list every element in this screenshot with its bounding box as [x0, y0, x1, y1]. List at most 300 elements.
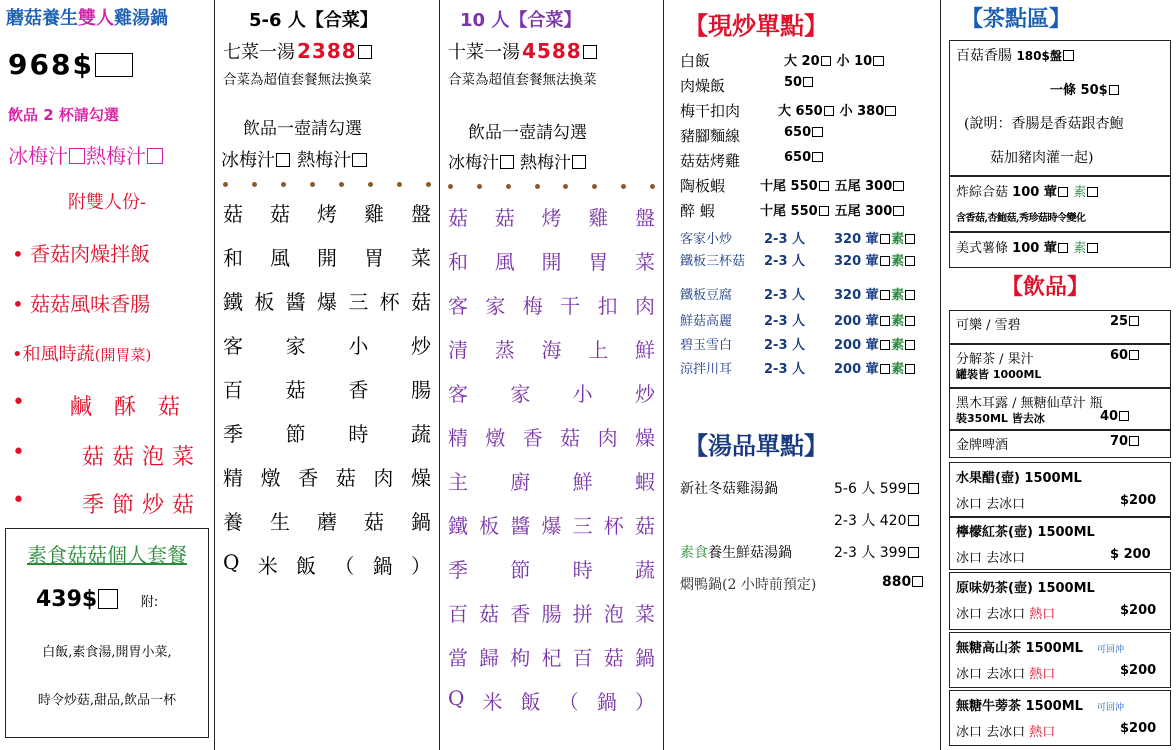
dish-char: 菇	[270, 202, 290, 226]
dish-char: 杯	[603, 514, 624, 538]
price-text: 25	[1110, 314, 1129, 329]
checkbox[interactable]	[880, 316, 890, 326]
checkbox[interactable]	[1129, 436, 1139, 446]
checkbox[interactable]	[824, 106, 834, 116]
dish-char: 盤	[411, 202, 431, 226]
dish-item	[223, 374, 431, 403]
price-text: 320 葷	[834, 288, 879, 303]
divider	[950, 231, 1170, 233]
checkbox[interactable]	[95, 53, 133, 77]
stir-fry-item	[680, 284, 936, 303]
price-text: 五尾 300	[830, 204, 893, 219]
dish-char: 枸	[510, 646, 531, 670]
price-text: 320 葷	[834, 232, 879, 247]
dish-item	[448, 422, 655, 451]
dish-char: 鍋	[596, 690, 617, 714]
checkbox[interactable]	[583, 45, 597, 59]
checkbox[interactable]	[912, 576, 923, 587]
stir-fry-people: 2-3 人	[764, 338, 806, 353]
dish-char: 季	[448, 558, 468, 582]
dish-char: 腸	[410, 378, 431, 402]
dish-item	[223, 550, 431, 579]
stir-fry-people: 2-3 人	[764, 362, 806, 377]
dish-char: 開	[541, 250, 562, 274]
dish-char: 燥	[410, 466, 431, 490]
dish-item	[223, 198, 431, 227]
checkbox[interactable]	[1109, 85, 1119, 95]
dish-char: 杞	[541, 646, 562, 670]
veg-set-desc: 時令炒菇,甜品,飲品一杯	[37, 693, 177, 708]
dish-item	[448, 378, 655, 407]
stir-fry-name: 鐵板豆腐	[680, 288, 733, 303]
stir-fry-name: 陶板蝦	[680, 177, 726, 195]
dish-char: 拼	[572, 602, 593, 626]
drink-name: 黑木耳露 / 無糖仙草汁 瓶	[956, 396, 1103, 411]
dish-item	[223, 506, 431, 535]
dish-char: 菇	[479, 602, 500, 626]
dish-char: 季	[223, 422, 243, 446]
price-text: 50	[784, 75, 803, 90]
checkbox[interactable]	[500, 155, 514, 169]
price-text: 小 10	[832, 54, 873, 69]
stir-fry-name: 鮮菇高麗	[680, 314, 733, 329]
price-text: 200 葷	[834, 338, 879, 353]
stir-fry-item	[680, 200, 936, 221]
col1-extras-title: 附雙人份-	[67, 192, 147, 213]
price-text: 十尾 550	[760, 204, 818, 219]
drink-title: 【飲品】	[1001, 274, 1090, 300]
col2-header: 5-6 人【合菜】	[249, 10, 378, 31]
drink-name: 可樂 / 雪碧	[956, 318, 1021, 333]
veg-label: 素	[891, 232, 905, 247]
dish-char: 烤	[317, 202, 337, 226]
checkbox[interactable]	[812, 152, 822, 162]
pot-item	[949, 462, 1171, 518]
dish-char: 家	[510, 382, 531, 406]
checkbox[interactable]	[908, 547, 919, 558]
dish-char: （	[558, 690, 579, 714]
checkbox[interactable]	[572, 155, 586, 169]
dish-char: 菇	[335, 466, 356, 490]
snack-box	[949, 40, 1171, 268]
dish-char: 胃	[364, 246, 384, 270]
veg-set-title: 素食菇菇個人套餐	[27, 543, 187, 567]
pot-price: $200	[1120, 721, 1157, 736]
dish-item	[448, 246, 655, 275]
price-text: 60	[1110, 348, 1129, 363]
col3-header: 10 人【合菜】	[460, 10, 582, 31]
dish-char: 干	[560, 294, 581, 318]
pot-hot: 熱口	[1025, 607, 1056, 622]
dish-char: Q	[448, 686, 465, 710]
checkbox[interactable]	[147, 148, 163, 164]
dish-char: 梅	[522, 294, 543, 318]
dish-char: 養	[223, 510, 243, 534]
price-text: 小 380	[835, 104, 885, 119]
pot-name-text: 無糖高山茶 1500ML	[956, 641, 1083, 656]
pot-tag: 可回沖	[1096, 703, 1124, 713]
dish-char: 菇	[494, 206, 515, 230]
dish-item	[448, 598, 655, 627]
dish-char: 菇	[603, 646, 624, 670]
checkbox[interactable]	[819, 206, 829, 216]
pot-price: $200	[1120, 663, 1157, 678]
veg-label: 素	[891, 338, 905, 353]
dish-char: 開	[317, 246, 337, 270]
tea-snack-column	[941, 0, 1176, 750]
pot-item	[949, 632, 1171, 688]
price-text: 十尾 550	[760, 179, 818, 194]
dish-char: 雞	[364, 202, 384, 226]
stir-fry-people: 2-3 人	[764, 232, 806, 247]
drink-sub: 裝350ML 皆去冰	[956, 412, 1045, 425]
soup-item: 燜鴨鍋(2 小時前預定) 880	[680, 574, 934, 594]
dish-char: 米	[257, 554, 278, 578]
dish-char: 上	[588, 338, 609, 362]
dish-char: 家	[485, 294, 506, 318]
dish-char: 菇	[285, 378, 306, 402]
dish-char: 百	[223, 378, 243, 402]
col3-set-price: 十菜一湯 4588	[448, 38, 663, 64]
checkbox[interactable]	[880, 256, 890, 266]
dish-char: 菇	[448, 206, 468, 230]
dish-char: 米	[482, 690, 503, 714]
dish-item	[448, 466, 655, 495]
pot-name-text: 原味奶茶(壺) 1500ML	[956, 581, 1095, 596]
stir-fry-name: 鐵板三杯菇	[680, 254, 746, 269]
dish-char: 百	[572, 646, 593, 670]
stir-fry-price	[834, 334, 916, 353]
soup-item: 新社冬菇雞湯鍋 5-6 人 599	[680, 478, 934, 498]
pot-item	[949, 690, 1171, 746]
dish-char: 燉	[485, 426, 506, 450]
dish-item	[448, 554, 655, 583]
dish-char: 精	[448, 426, 468, 450]
dish-char: 時	[348, 422, 369, 446]
dish-char: 海	[541, 338, 562, 362]
dish-item	[223, 418, 431, 447]
checkbox[interactable]	[1058, 243, 1068, 253]
drink-price	[1110, 348, 1170, 363]
pot-name-text: 無糖牛蒡茶 1500ML	[956, 699, 1083, 714]
dish-item	[223, 286, 431, 315]
stir-fry-item	[680, 250, 936, 269]
set-menu-10-column	[440, 0, 663, 750]
checkbox[interactable]	[1063, 50, 1074, 61]
dish-char: 鮮	[635, 338, 655, 362]
pot-name	[956, 521, 1170, 540]
dish-char: 菜	[635, 250, 655, 274]
dish-char: Q	[223, 550, 240, 574]
dish-item	[223, 462, 431, 491]
checkbox[interactable]	[905, 340, 915, 350]
snack-note: 含香菇,杏鮑菇,秀珍菇時令變化	[956, 213, 1086, 224]
col3-note: 合菜為超值套餐無法換菜	[448, 72, 597, 88]
dish-char: 蒸	[494, 338, 515, 362]
drink-item	[949, 344, 1171, 388]
col1-extra-item: • 季節炒菇	[12, 488, 202, 518]
dish-char: 盤	[635, 206, 655, 230]
dish-item	[223, 330, 431, 359]
dish-char: 風	[494, 250, 515, 274]
dish-char: 鍋	[372, 554, 393, 578]
veg-set-box	[5, 528, 209, 738]
stir-fry-name: 梅干扣肉	[680, 102, 741, 120]
pot-hot: 熱口	[1025, 667, 1056, 682]
stir-fry-name: 白飯	[680, 52, 711, 70]
col1-drinks-note: 飲品 2 杯請勾選	[8, 106, 119, 124]
pot-item	[949, 572, 1171, 630]
checkbox[interactable]	[1129, 316, 1139, 326]
drink-item	[949, 430, 1171, 458]
dish-char: 時	[572, 558, 593, 582]
dish-char: ）	[634, 690, 655, 714]
stir-fry-price	[784, 50, 885, 69]
dish-char: 胃	[588, 250, 609, 274]
snack-single-price: 一條 50$	[1050, 79, 1170, 98]
pot-opts: 冰口 去冰口	[956, 725, 1026, 740]
dish-char: 爆	[316, 290, 337, 314]
checkbox[interactable]	[905, 290, 915, 300]
checkbox[interactable]	[819, 181, 829, 191]
dish-item	[448, 202, 655, 231]
checkbox[interactable]	[880, 340, 890, 350]
dish-char: 菇	[560, 426, 581, 450]
checkbox[interactable]	[803, 77, 813, 87]
price-text: 650	[784, 150, 812, 165]
dish-char: 飯	[296, 554, 317, 578]
stir-fry-people: 2-3 人	[764, 254, 806, 269]
stir-fry-people: 2-3 人	[764, 288, 806, 303]
checkbox[interactable]	[908, 483, 919, 494]
snack-item: 百菇香腸 180$盤	[956, 45, 1170, 65]
dish-char: 雞	[588, 206, 609, 230]
dish-item	[448, 290, 655, 319]
a-la-carte-column	[664, 0, 940, 750]
dish-char: 歸	[479, 646, 500, 670]
dish-char: 杯	[379, 290, 400, 314]
col3-drink-note: 飲品一壺請勾選	[468, 123, 587, 143]
soup-item: 素食養生鮮菇湯鍋 2-3 人 399	[680, 542, 934, 562]
pot-item	[949, 516, 1171, 570]
dish-char: 板	[254, 290, 275, 314]
checkbox[interactable]	[1087, 187, 1097, 197]
pot-hot: 熱口	[1025, 725, 1056, 740]
pot-opts: 冰口 去冰口	[956, 607, 1026, 622]
price-text: 大 20	[784, 54, 820, 69]
stir-fry-price	[784, 75, 814, 90]
col3-drink-options: 冰梅汁 熱梅汁	[448, 148, 663, 173]
stir-fry-item	[680, 310, 936, 329]
dish-char: 鐵	[448, 514, 468, 538]
dish-char: 百	[448, 602, 468, 626]
dish-char: 客	[448, 294, 468, 318]
dish-char: 炒	[634, 382, 655, 406]
drink-item	[949, 388, 1171, 430]
dish-char: 香	[298, 466, 319, 490]
checkbox[interactable]	[358, 45, 372, 59]
pot-name-text: 水果醋(壺) 1500ML	[956, 471, 1082, 486]
drink-price	[1110, 434, 1170, 449]
pot-price: $200	[1120, 603, 1157, 618]
stir-fry-name: 菇菇烤雞	[680, 152, 741, 170]
checkbox[interactable]	[905, 364, 915, 374]
price-text: 40	[1100, 409, 1119, 424]
dish-char: 小	[572, 382, 593, 406]
col2-note: 合菜為超值套餐無法換菜	[223, 72, 372, 88]
dish-char: 香	[348, 378, 369, 402]
dish-item	[448, 686, 655, 715]
dish-char: 小	[348, 334, 369, 358]
dish-char: 客	[223, 334, 243, 358]
snack-item: 美式薯條 100 葷 素	[956, 237, 1170, 256]
soup-title: 【湯品單點】	[684, 431, 828, 460]
checkbox[interactable]	[1129, 350, 1139, 360]
snack-note: (說明：香腸是香菇跟杏鮑	[964, 116, 1124, 132]
dish-char: 燥	[634, 426, 655, 450]
pot-name	[956, 695, 1170, 714]
dot-divider	[440, 184, 663, 189]
dish-char: 廚	[510, 470, 531, 494]
checkbox[interactable]	[352, 153, 366, 167]
dish-char: 精	[223, 466, 243, 490]
checkbox[interactable]	[98, 589, 118, 609]
dish-char: 菇	[364, 510, 384, 534]
dish-char: 三	[572, 514, 593, 538]
stir-fry-name: 豬腳麵線	[680, 127, 741, 145]
veg-label: 素	[891, 314, 905, 329]
checkbox[interactable]	[885, 106, 895, 116]
dish-char: 爆	[541, 514, 562, 538]
dish-char: 鍋	[634, 646, 655, 670]
price-text: 五尾 300	[830, 179, 893, 194]
pot-opts: 冰口 去冰口	[956, 497, 1026, 512]
drink-sub: 罐裝皆 1000ML	[956, 368, 1042, 381]
dish-char: 肉	[373, 466, 394, 490]
stir-fry-item	[680, 358, 936, 377]
checkbox[interactable]	[69, 148, 85, 164]
stir-fry-item	[680, 100, 936, 121]
dish-char: 鐵	[223, 290, 243, 314]
price-text: 200 葷	[834, 362, 879, 377]
dish-char: 泡	[603, 602, 624, 626]
dish-char: 蔬	[634, 558, 655, 582]
dish-char: 扣	[597, 294, 618, 318]
checkbox[interactable]	[908, 515, 919, 526]
snack-note: 菇加豬肉灌一起)	[990, 150, 1094, 166]
checkbox[interactable]	[821, 56, 831, 66]
veg-set-desc: 白飯,素食湯,開胃小菜,	[42, 645, 172, 660]
checkbox[interactable]	[905, 316, 915, 326]
checkbox[interactable]	[1087, 243, 1097, 253]
pot-opts: 冰口 去冰口	[956, 551, 1026, 566]
price-text: 320 葷	[834, 254, 879, 269]
stir-fry-price	[778, 100, 897, 119]
checkbox[interactable]	[905, 234, 915, 244]
col1-extra-item: •和風時蔬(開胃菜)	[12, 344, 152, 365]
dot-divider	[215, 182, 439, 187]
col1-extra-item: • 菇菇風味香腸	[12, 292, 151, 316]
col1-price: 968$	[8, 48, 214, 81]
checkbox[interactable]	[880, 364, 890, 374]
dish-char: 風	[270, 246, 290, 270]
dish-char: 當	[448, 646, 468, 670]
pot-opts: 冰口 去冰口	[956, 667, 1026, 682]
stir-fry-price	[760, 200, 905, 219]
col2-drink-note: 飲品一壺請勾選	[243, 119, 362, 139]
dish-char: 家	[285, 334, 306, 358]
stir-fry-item	[680, 75, 936, 96]
stir-fry-price	[760, 175, 905, 194]
stir-fry-name: 碧玉雪白	[680, 338, 733, 353]
dish-char: 菇	[634, 514, 655, 538]
pot-name-text: 檸檬紅茶(壺) 1500ML	[956, 525, 1095, 540]
checkbox[interactable]	[880, 290, 890, 300]
dish-char: 炒	[410, 334, 431, 358]
dish-char: 和	[223, 246, 243, 270]
veg-label: 素	[891, 254, 905, 269]
drink-name: 金牌啤酒	[956, 438, 1009, 453]
dish-item	[448, 334, 655, 363]
dish-char: 肉	[634, 294, 655, 318]
dish-char: 節	[510, 558, 531, 582]
pot-name	[956, 467, 1170, 486]
stir-fry-title: 【現炒單點】	[684, 11, 828, 40]
dish-char: 鮮	[572, 470, 593, 494]
col2-set-price: 七菜一湯 2388	[223, 38, 439, 64]
stir-fry-item	[680, 228, 936, 247]
divider	[950, 175, 1170, 177]
checkbox[interactable]	[1058, 187, 1068, 197]
dish-char: 烤	[541, 206, 562, 230]
checkbox[interactable]	[893, 206, 903, 216]
price-text: 200 葷	[834, 314, 879, 329]
pot-name	[956, 577, 1170, 596]
dish-item	[448, 642, 655, 671]
snack-item: 炸綜合菇 100 葷 素	[956, 181, 1170, 200]
stir-fry-name: 客家小炒	[680, 232, 733, 247]
col1-extra-item: • 香菇肉燥拌飯	[12, 242, 151, 266]
checkbox[interactable]	[880, 234, 890, 244]
dish-char: 板	[479, 514, 500, 538]
price-text: 650	[784, 125, 812, 140]
tea-title: 【茶點區】	[961, 6, 1072, 32]
price-text: 大 650	[778, 104, 823, 119]
dish-item	[448, 510, 655, 539]
soup-item-size: 2-3 人 420	[834, 510, 940, 530]
dish-char: 香	[522, 426, 543, 450]
dish-char: 蘑	[317, 510, 337, 534]
checkbox[interactable]	[276, 153, 290, 167]
stir-fry-people: 2-3 人	[764, 314, 806, 329]
stir-fry-name: 肉燥飯	[680, 77, 726, 95]
pot-name	[956, 637, 1170, 656]
stir-fry-price	[784, 125, 824, 140]
dish-char: 肉	[597, 426, 618, 450]
dish-char: 醬	[510, 514, 531, 538]
checkbox[interactable]	[873, 56, 883, 66]
col2-drink-options: 冰梅汁 熱梅汁	[221, 146, 439, 172]
checkbox[interactable]	[812, 127, 822, 137]
dish-char: 和	[448, 250, 468, 274]
pot-price: $200	[1120, 493, 1157, 508]
stir-fry-name: 涼拌川耳	[680, 362, 733, 377]
checkbox[interactable]	[893, 181, 903, 191]
stir-fry-name: 醉 蝦	[680, 202, 715, 220]
dish-char: 香	[510, 602, 531, 626]
pot-tag: 可回沖	[1096, 645, 1124, 655]
checkbox[interactable]	[905, 256, 915, 266]
